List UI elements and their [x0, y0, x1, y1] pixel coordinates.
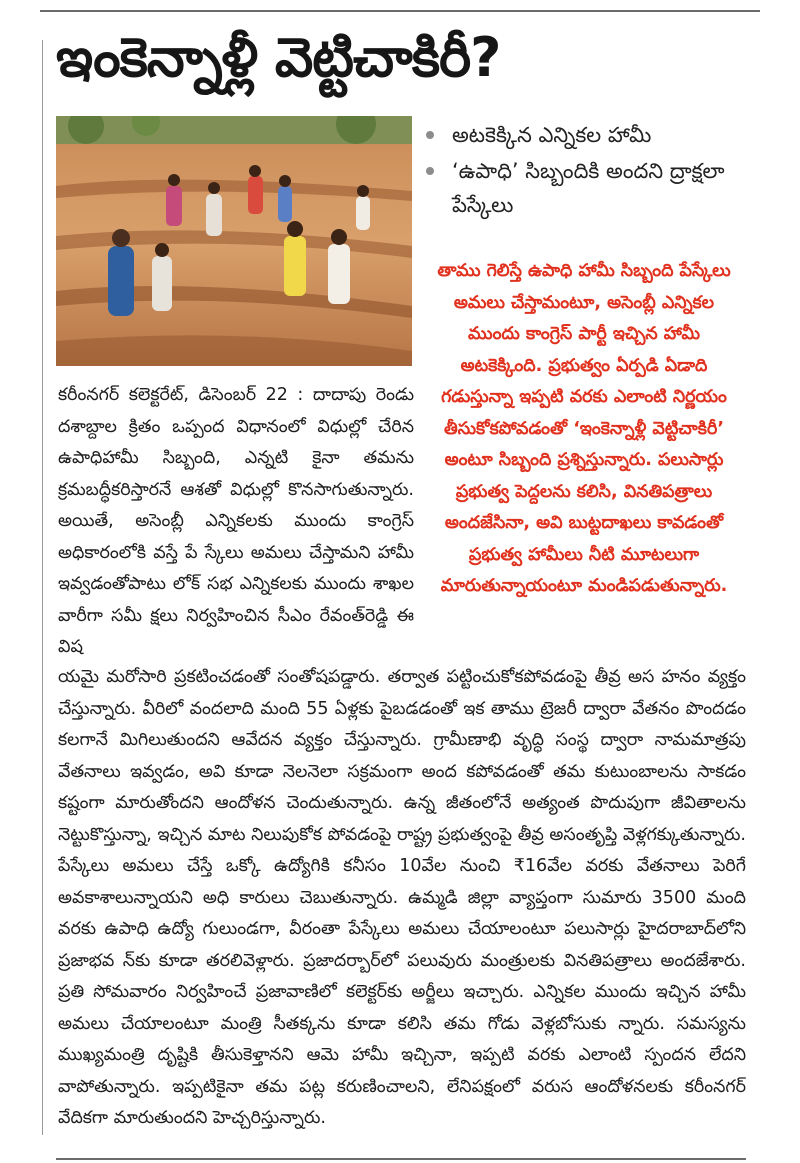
- highlight-paragraph: తాము గెలిస్తే ఉపాధి హామీ సిబ్బంది పేస్కేలు అమలు చేస్తామంటూ, అసెంబ్లీ ఎన్నికల ముందు కాంగ్రెస్ పార్టీ ఇచ్చిన హామీ అటకెక్కింది. ప్రభుత్వం ఏర్పడి ఏడాది గడుస్తున్నా ఇప్పటి వరకు ఎలాంటి నిర్ణయం తీసుకోకపోవడంతో ‘ఇంకెన్నాళ్లీ వెట్టిచాకిరీ’ అంటూ సిబ్బంది ప్రశ్నిస్తున్నారు. పలుసార్లు ప్రభుత్వ పెద్దలను కలిసి, వినతిపత్రాలు అందజేసినా, అవి బుట్టదాఖలు కావడంతో ప్రభుత్వ హామీలు నీటి మూటలుగా మారుతున్నాయంటూ మండిపడుతున్నారు.: [437, 261, 731, 596]
- left-column-rule: [42, 40, 43, 1135]
- bullet-item: [422, 118, 752, 152]
- headline: ఇంకెన్నాళ్లీ వెట్టిచాకిరీ?: [56, 26, 501, 89]
- bottom-rule: [56, 1158, 746, 1160]
- bullet-item: [422, 154, 752, 222]
- body-paragraph-top: కరీంనగర్ కలెక్టరేట్, డిసెంబర్ 22 : దాదాపు రెండు దశాబ్దాల క్రితం ఒప్పంద విధానంలో విధుల్లో చేరిన ఉపాధిహామీ సిబ్బంది, ఎన్నటి కైనా తమను క్రమబద్ధీకరిస్తారనే ఆశతో విధుల్లో కొనసాగుతున్నారు. అయితే, అసెంబ్లీ ఎన్నికలకు ముందు కాంగ్రెస్ అధికారంలోకి వస్తే పే స్కేలు అమలు చేస్తామని హామీ ఇవ్వడంతోపాటు లోక్ సభ ఎన్నికలకు ముందు శాఖల వారీగా సమీ క్షలు నిర్వహించిన సీఎం రేవంత్‌రెడ్డి ఈ విష: [58, 385, 414, 657]
- bullet-dot-icon: [426, 167, 434, 175]
- summary-bullets: [422, 118, 752, 224]
- bullet-dot-icon: [426, 131, 434, 139]
- top-rule: [40, 10, 760, 12]
- article-photo: [56, 116, 412, 366]
- body-paragraph-rest: యమై మరోసారి ప్రకటించడంతో సంతోషపడ్డారు. తర్వాత పట్టించుకోకపోవడంపై తీవ్ర అస హనం వ్యక్తం చేస్తున్నారు. వీరిలో వందలాది మంది 55 ఏళ్లకు పైబడడంతో ఇక తాము ట్రెజరీ ద్వారా వేతనం పొందడం కలగానే మిగిలుతుందని ఆవేదన వ్యక్తం చేస్తున్నారు. గ్రామీణాభి వృద్ధి సంస్థ ద్వారా నామమాత్రపు వేతనాలు ఇవ్వడం, అవి కూడా నెలనెలా సక్రమంగా అంద కపోవడంతో తమ కుటుంబాలను సాకడం కష్టంగా మారుతోందని ఆందోళన చెందుతున్నారు. ఉన్న జీతంలోనే అత్యంత పొదుపుగా జీవితాలను నెట్టుకొస్తున్నా, ఇచ్చిన మాట నిలుపుకోక పోవడంపై రాష్ట్ర ప్రభుత్వంపై తీవ్ర అసంతృప్తి వెళ్లగక్కుతున్నారు. పేస్కేలు అమలు చేస్తే ఒక్కో ఉద్యోగికి కనీసం 10వేల నుంచి ₹16వేల వరకు వేతనాలు పెరిగే అవకాశాలున్నాయని అధి కారులు చెబుతున్నారు. ఉమ్మడి జిల్లా వ్యాప్తంగా సుమారు 3500 మంది వరకు ఉపాధి ఉద్యో గులుండగా, వీరంతా పేస్కేలు అమలు చేయాలంటూ పలుసార్లు హైదరాబాద్‌లోని ప్రజాభవ న్‌కు కూడా తరలివెళ్లారు. ప్రజాదర్బార్‌లో పలువురు మంత్రులకు వినతిపత్రాలు అందజేశారు. ప్రతి సోమవారం నిర్వహించే ప్రజావాణిలో కలెక్టర్‌కు అర్జీలు ఇచ్చారు. ఎన్నికల ముందు ఇచ్చిన హామీ అమలు చేయాలంటూ మంత్రి సీతక్కను కూడా కలిసి తమ గోడు వెళ్లబోసుకు న్నారు. సమస్యను ముఖ్యమంత్రి దృష్టికి తీసుకెళ్తానని ఆమె హామీ ఇచ్చినా, ఇప్పటి వరకు ఎలాంటి స్పందన లేదని వాపోతున్నారు. ఇప్పటికైనా తమ పట్ల కరుణించాలని, లేనిపక్షంలో వరుస ఆందోళనలకు కరీంనగర్ వేదికగా మారుతుందని హెచ్చరిస్తున్నారు.: [58, 667, 746, 1128]
- bullet-text: అటకెక్కిన ఎన్నికల హామీ: [452, 123, 652, 147]
- bullet-text: ‘ఉపాధి’ సిబ్బందికి అందని ద్రాక్షలా పేస్కేలు: [452, 159, 725, 217]
